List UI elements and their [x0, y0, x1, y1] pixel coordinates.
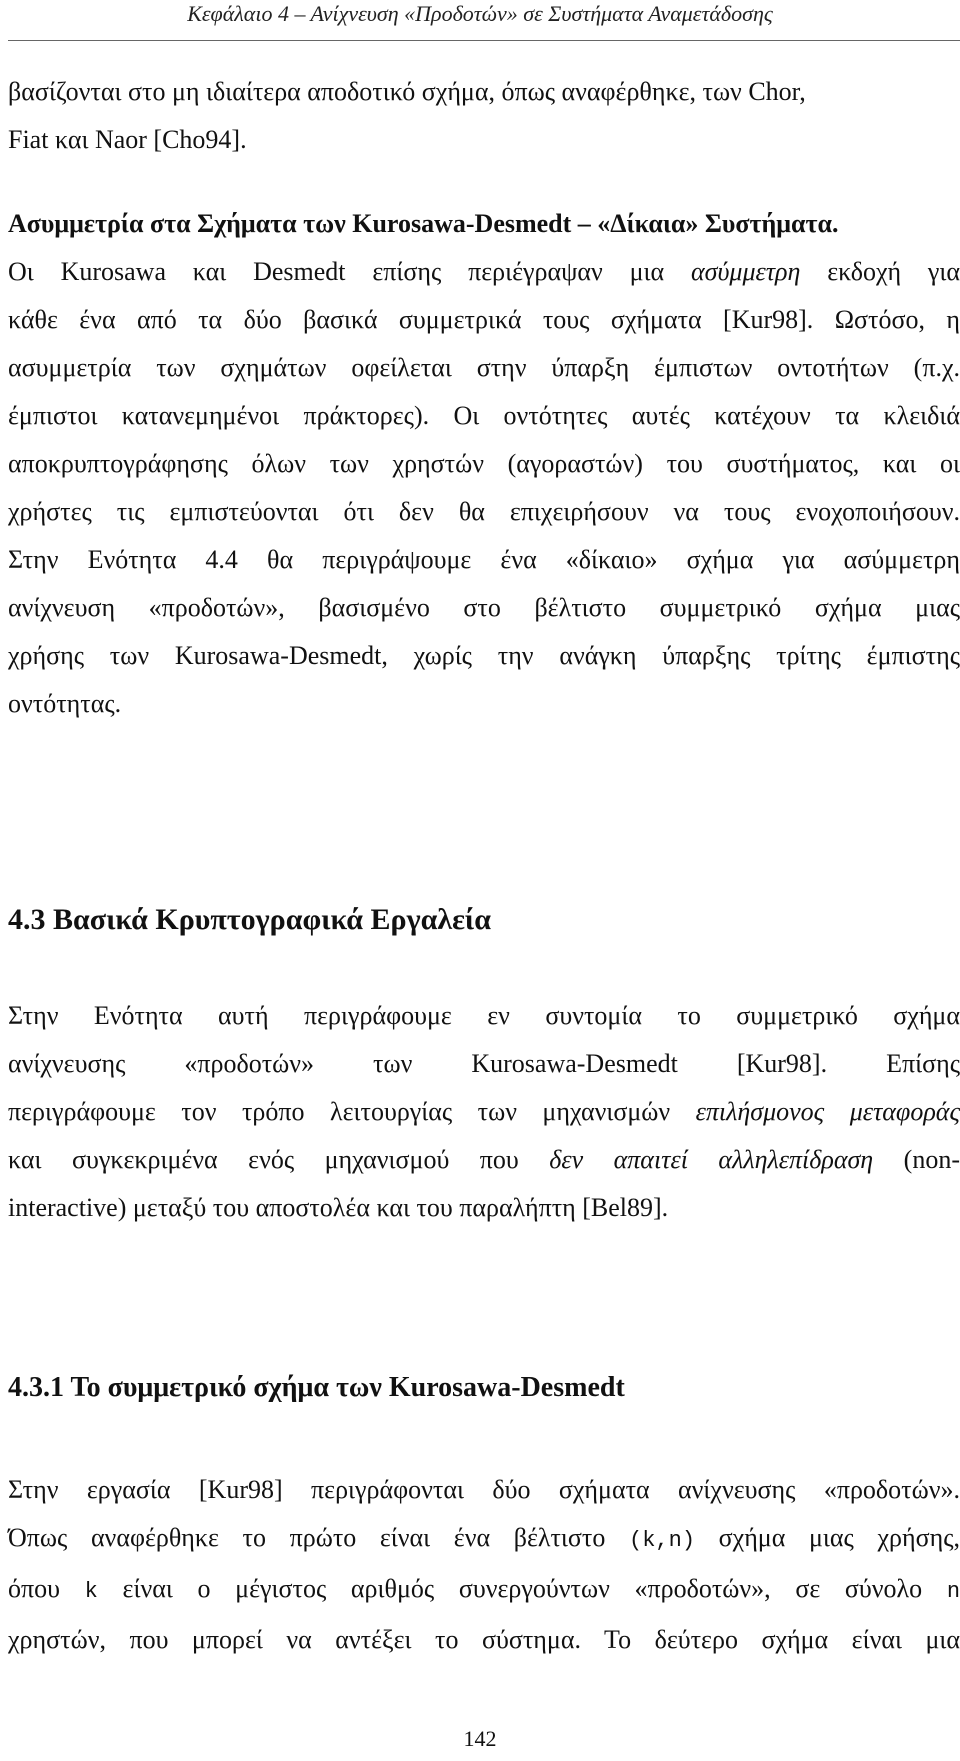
text-line: Στην Ενότητα 4.4 θα περιγράψουμε ένα «δίκαιο» σχήμα για ασύμμετρη	[8, 545, 960, 574]
section-4-3-1-paragraph	[8, 1466, 960, 1664]
text-line: ανίχνευση «προδοτών», βασισμένο στο βέλτιστο συμμετρικό σχήμα μιας	[8, 593, 960, 622]
page-number: 142	[463, 1726, 497, 1751]
text-line: και συγκεκριμένα ενός μηχανισμού που δεν απαιτεί αλληλεπίδραση (non-	[8, 1145, 960, 1174]
text-line: περιγράφουμε τον τρόπο λειτουργίας των μηχανισμών επιλήσμονος μεταφοράς	[8, 1097, 960, 1126]
text-line: interactive) μεταξύ του αποστολέα και του παραλήπτη [Bel89].	[8, 1193, 669, 1222]
text-line: οντότητας.	[8, 689, 122, 718]
section-4-3-paragraph	[8, 992, 960, 1232]
section-heading-4-3: 4.3 Βασικά Κρυπτογραφικά Εργαλεία	[8, 903, 491, 936]
text-line: Στην εργασία [Kur98] περιγράφονται δύο σχήματα ανίχνευσης «προδοτών».	[8, 1475, 960, 1504]
text-line: όπου k είναι ο μέγιστος αριθμός συνεργούντων «προδοτών», σε σύνολο n	[8, 1574, 960, 1604]
text-line: Όπως αναφέρθηκε το πρώτο είναι ένα βέλτιστο (k,n) σχήμα μιας χρήσης,	[8, 1523, 960, 1553]
section-heading-4-3-1: 4.3.1 Το συμμετρικό σχήμα των Kurosawa-Desmedt	[8, 1372, 625, 1403]
text-line: αποκρυπτογράφησης όλων των χρηστών (αγοραστών) του συστήματος, και οι	[8, 449, 960, 478]
text-line: Οι Kurosawa και Desmedt επίσης περιέγραψαν μια ασύμμετρη εκδοχή για	[8, 257, 960, 286]
text-line: χρήστες τις εμπιστεύονται ότι δεν θα επιχειρήσουν να τους ενοχοποιήσουν.	[8, 497, 960, 526]
math-expression: (k,n)	[629, 1528, 696, 1553]
text-line: χρήσης των Kurosawa-Desmedt, χωρίς την ανάγκη ύπαρξης τρίτης έμπιστης	[8, 641, 960, 670]
text-line: βασίζονται στο μη ιδιαίτερα αποδοτικό σχήμα, όπως αναφέρθηκε, των Chor,	[8, 77, 806, 106]
asymmetry-paragraph	[8, 200, 960, 728]
math-variable: k	[84, 1579, 98, 1604]
intro-paragraph	[8, 68, 960, 164]
text-line: ασυμμετρία των σχημάτων οφείλεται στην ύπαρξη έμπιστων οντοτήτων (π.χ.	[8, 353, 960, 382]
text-line: χρηστών, που μπορεί να αντέξει το σύστημα. Το δεύτερο σχήμα είναι μια	[8, 1625, 960, 1654]
running-header: Κεφάλαιο 4 – Ανίχνευση «Προδοτών» σε Συστήματα Αναμετάδοσης	[187, 1, 773, 26]
header-rule	[8, 40, 960, 41]
text-line: έμπιστοι κατανεμημένοι πράκτορες). Οι οντότητες αυτές κατέχουν τα κλειδιά	[8, 401, 960, 430]
text-line: ανίχνευσης «προδοτών» των Kurosawa-Desmedt [Kur98]. Επίσης	[8, 1049, 960, 1078]
text-line: Στην Ενότητα αυτή περιγράφουμε εν συντομία το συμμετρικό σχήμα	[8, 1001, 960, 1030]
text-line: Fiat και Naor [Cho94].	[8, 125, 247, 154]
paragraph-heading: Ασυμμετρία στα Σχήματα των Kurosawa-Desmedt – «Δίκαια» Συστήματα.	[8, 209, 839, 238]
text-line: κάθε ένα από τα δύο βασικά συμμετρικά τους σχήματα [Kur98]. Ωστόσο, η	[8, 305, 960, 334]
math-variable: n	[946, 1579, 960, 1604]
